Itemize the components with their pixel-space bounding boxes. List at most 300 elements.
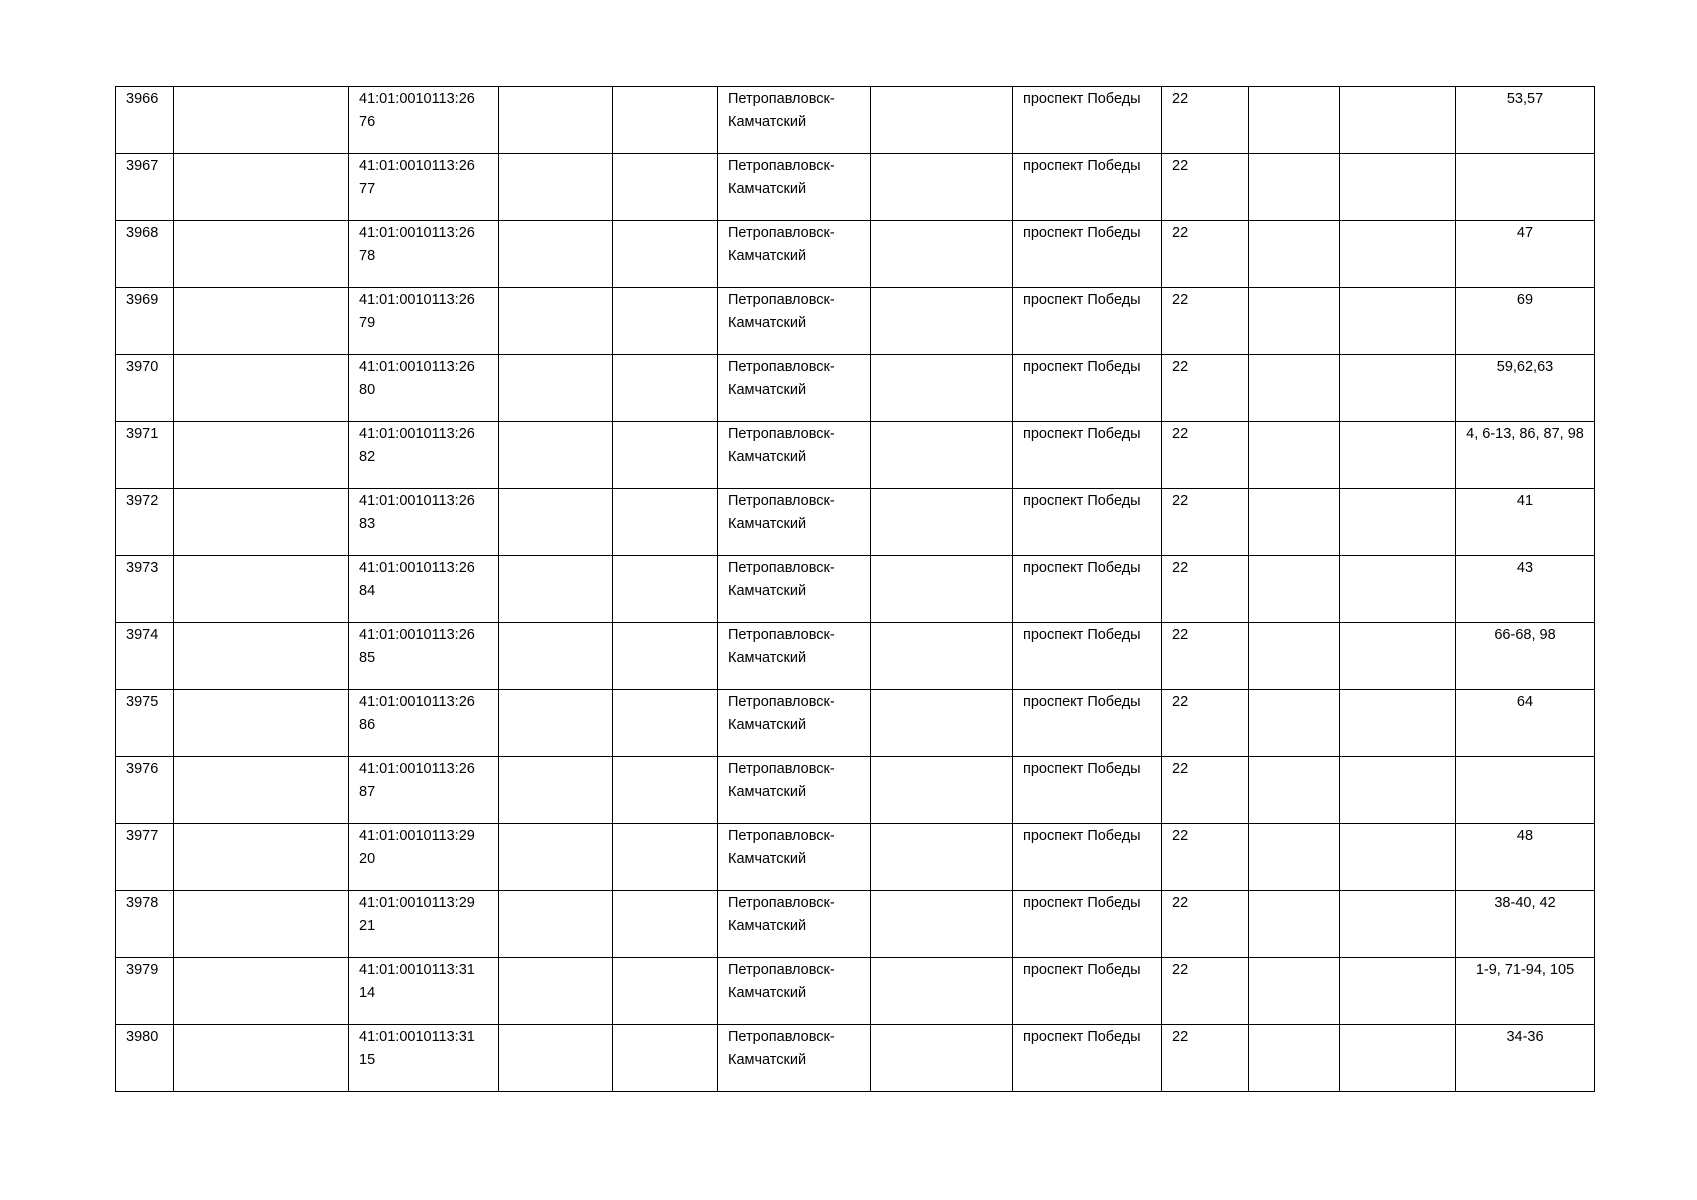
city-cell: [718, 824, 871, 891]
street-name: проспект Победы: [1023, 962, 1141, 978]
cadastral-number-line-1: 41:01:0010113:26: [359, 292, 475, 308]
street-cell: [1013, 221, 1162, 288]
empty-cell: [174, 623, 349, 690]
table-row: [116, 757, 1595, 824]
city-line-1: Петропавловск-: [728, 627, 835, 643]
city-cell: [718, 556, 871, 623]
empty-cell: [174, 556, 349, 623]
apartment-numbers: 4, 6-13, 86, 87, 98: [1466, 426, 1584, 442]
empty-cell: [613, 422, 718, 489]
house-number: 22: [1172, 493, 1189, 509]
record-number-cell: [116, 891, 174, 958]
cadastral-number-cell: [349, 824, 499, 891]
city-line-2: Камчатский: [728, 248, 807, 264]
cadastral-number-line-2: 15: [359, 1052, 376, 1068]
record-number-cell: [116, 221, 174, 288]
cadastral-number-cell: [349, 355, 499, 422]
empty-cell: [1340, 958, 1456, 1025]
empty-cell: [174, 489, 349, 556]
street-cell: [1013, 891, 1162, 958]
house-number: 22: [1172, 895, 1189, 911]
empty-cell: [613, 623, 718, 690]
cadastral-number-line-1: 41:01:0010113:26: [359, 359, 475, 375]
record-number: 3966: [126, 91, 159, 107]
table-row: [116, 355, 1595, 422]
record-number: 3967: [126, 158, 159, 174]
empty-cell: [1340, 556, 1456, 623]
street-cell: [1013, 757, 1162, 824]
empty-cell: [1340, 87, 1456, 154]
city-cell: [718, 891, 871, 958]
empty-cell: [174, 757, 349, 824]
apartment-numbers: 64: [1516, 694, 1534, 710]
cadastral-number-line-2: 79: [359, 315, 376, 331]
city-cell: [718, 221, 871, 288]
house-number: 22: [1172, 761, 1189, 777]
street-cell: [1013, 422, 1162, 489]
record-number-cell: [116, 1025, 174, 1092]
street-name: проспект Победы: [1023, 560, 1141, 576]
city-line-1: Петропавловск-: [728, 91, 835, 107]
city-line-2: Камчатский: [728, 1052, 807, 1068]
apartment-numbers: 41: [1516, 493, 1534, 509]
street-name: проспект Победы: [1023, 828, 1141, 844]
apartments-cell: [1456, 422, 1595, 489]
table-row: [116, 422, 1595, 489]
empty-cell: [1340, 1025, 1456, 1092]
apartments-cell: [1456, 623, 1595, 690]
street-name: проспект Победы: [1023, 1029, 1141, 1045]
street-cell: [1013, 489, 1162, 556]
empty-cell: [1249, 958, 1340, 1025]
house-number-cell: [1162, 690, 1249, 757]
city-line-2: Камчатский: [728, 717, 807, 733]
empty-cell: [1249, 556, 1340, 623]
empty-cell: [1249, 1025, 1340, 1092]
city-line-1: Петропавловск-: [728, 359, 835, 375]
empty-cell: [1249, 824, 1340, 891]
empty-cell: [1249, 422, 1340, 489]
empty-cell: [1249, 489, 1340, 556]
city-line-1: Петропавловск-: [728, 694, 835, 710]
empty-cell: [1249, 690, 1340, 757]
empty-cell: [1340, 355, 1456, 422]
house-number: 22: [1172, 1029, 1189, 1045]
cadastral-number-cell: [349, 556, 499, 623]
street-cell: [1013, 355, 1162, 422]
empty-cell: [613, 355, 718, 422]
empty-cell: [871, 489, 1013, 556]
city-line-1: Петропавловск-: [728, 292, 835, 308]
empty-cell: [613, 489, 718, 556]
city-line-2: Камчатский: [728, 382, 807, 398]
street-cell: [1013, 690, 1162, 757]
table-row: [116, 556, 1595, 623]
apartment-numbers: 43: [1516, 560, 1534, 576]
street-cell: [1013, 824, 1162, 891]
empty-cell: [1340, 288, 1456, 355]
empty-cell: [613, 221, 718, 288]
cadastral-number-cell: [349, 623, 499, 690]
record-number-cell: [116, 355, 174, 422]
city-line-2: Камчатский: [728, 516, 807, 532]
empty-cell: [499, 288, 613, 355]
apartments-cell: [1456, 489, 1595, 556]
empty-cell: [174, 824, 349, 891]
cadastral-number-line-1: 41:01:0010113:29: [359, 828, 475, 844]
cadastral-number-cell: [349, 288, 499, 355]
empty-cell: [499, 623, 613, 690]
house-number: 22: [1172, 560, 1189, 576]
empty-cell: [174, 422, 349, 489]
table-row: [116, 1025, 1595, 1092]
house-number: 22: [1172, 292, 1189, 308]
empty-cell: [871, 891, 1013, 958]
record-number: 3978: [126, 895, 159, 911]
city-cell: [718, 690, 871, 757]
cadastral-number-line-2: 87: [359, 784, 376, 800]
cadastral-number-line-1: 41:01:0010113:26: [359, 426, 475, 442]
record-number-cell: [116, 489, 174, 556]
cadastral-number-line-2: 84: [359, 583, 376, 599]
house-number-cell: [1162, 757, 1249, 824]
empty-cell: [499, 757, 613, 824]
cadastral-number-line-1: 41:01:0010113:26: [359, 493, 475, 509]
empty-cell: [613, 757, 718, 824]
record-number-cell: [116, 757, 174, 824]
house-number-cell: [1162, 221, 1249, 288]
city-line-1: Петропавловск-: [728, 493, 835, 509]
cadastral-number-line-2: 20: [359, 851, 376, 867]
record-number: 3969: [126, 292, 159, 308]
city-line-2: Камчатский: [728, 784, 807, 800]
street-cell: [1013, 154, 1162, 221]
cadastral-number-cell: [349, 757, 499, 824]
empty-cell: [871, 757, 1013, 824]
empty-cell: [1249, 623, 1340, 690]
empty-cell: [499, 690, 613, 757]
city-line-1: Петропавловск-: [728, 962, 835, 978]
cadastral-number-line-2: 85: [359, 650, 376, 666]
empty-cell: [613, 958, 718, 1025]
city-line-2: Камчатский: [728, 583, 807, 599]
house-number-cell: [1162, 958, 1249, 1025]
empty-cell: [871, 87, 1013, 154]
cadastral-number-line-1: 41:01:0010113:26: [359, 225, 475, 241]
cadastral-number-line-2: 80: [359, 382, 376, 398]
city-cell: [718, 355, 871, 422]
city-cell: [718, 958, 871, 1025]
cadastral-number-cell: [349, 422, 499, 489]
cadastral-number-cell: [349, 690, 499, 757]
empty-cell: [174, 221, 349, 288]
empty-cell: [499, 355, 613, 422]
street-name: проспект Победы: [1023, 426, 1141, 442]
table-row: [116, 154, 1595, 221]
table-row: [116, 958, 1595, 1025]
house-number-cell: [1162, 824, 1249, 891]
apartments-cell: [1456, 288, 1595, 355]
house-number-cell: [1162, 154, 1249, 221]
empty-cell: [1249, 355, 1340, 422]
house-number-cell: [1162, 87, 1249, 154]
empty-cell: [1340, 824, 1456, 891]
cadastral-number-line-1: 41:01:0010113:26: [359, 761, 475, 777]
table-row: [116, 489, 1595, 556]
empty-cell: [499, 422, 613, 489]
apartment-numbers: 53,57: [1506, 91, 1544, 107]
empty-cell: [174, 87, 349, 154]
city-line-2: Камчатский: [728, 918, 807, 934]
cadastral-number-line-2: 76: [359, 114, 376, 130]
record-number-cell: [116, 154, 174, 221]
cadastral-number-cell: [349, 87, 499, 154]
apartment-numbers: 59,62,63: [1496, 359, 1554, 375]
empty-cell: [871, 288, 1013, 355]
record-number: 3972: [126, 493, 159, 509]
house-number: 22: [1172, 627, 1189, 643]
cadastral-number-line-2: 77: [359, 181, 376, 197]
record-number: 3979: [126, 962, 159, 978]
empty-cell: [1340, 422, 1456, 489]
empty-cell: [1340, 154, 1456, 221]
table-row: [116, 221, 1595, 288]
table-body: [116, 87, 1595, 1092]
cadastral-number-line-2: 21: [359, 918, 376, 934]
empty-cell: [1249, 221, 1340, 288]
record-number: 3976: [126, 761, 159, 777]
record-number-cell: [116, 824, 174, 891]
city-line-1: Петропавловск-: [728, 225, 835, 241]
street-cell: [1013, 87, 1162, 154]
empty-cell: [499, 154, 613, 221]
apartments-cell: [1456, 824, 1595, 891]
city-cell: [718, 489, 871, 556]
cadastral-number-line-2: 78: [359, 248, 376, 264]
empty-cell: [499, 958, 613, 1025]
empty-cell: [1249, 891, 1340, 958]
city-cell: [718, 623, 871, 690]
city-line-2: Камчатский: [728, 449, 807, 465]
city-cell: [718, 154, 871, 221]
cadastral-number-line-2: 82: [359, 449, 376, 465]
record-number-cell: [116, 690, 174, 757]
registry-table: [115, 86, 1595, 1092]
city-line-2: Камчатский: [728, 181, 807, 197]
empty-cell: [174, 355, 349, 422]
empty-cell: [499, 87, 613, 154]
house-number-cell: [1162, 891, 1249, 958]
house-number: 22: [1172, 225, 1189, 241]
house-number-cell: [1162, 489, 1249, 556]
apartment-numbers: 66-68, 98: [1494, 627, 1556, 643]
apartment-numbers: 34-36: [1506, 1029, 1544, 1045]
house-number-cell: [1162, 1025, 1249, 1092]
table-row: [116, 824, 1595, 891]
empty-cell: [1340, 623, 1456, 690]
street-name: проспект Победы: [1023, 225, 1141, 241]
house-number-cell: [1162, 288, 1249, 355]
empty-cell: [1340, 757, 1456, 824]
apartment-numbers: 1-9, 71-94, 105: [1475, 962, 1575, 978]
cadastral-number-line-1: 41:01:0010113:26: [359, 694, 475, 710]
record-number-cell: [116, 958, 174, 1025]
empty-cell: [613, 556, 718, 623]
empty-cell: [174, 1025, 349, 1092]
street-cell: [1013, 958, 1162, 1025]
empty-cell: [1340, 489, 1456, 556]
city-line-1: Петропавловск-: [728, 828, 835, 844]
city-line-2: Камчатский: [728, 851, 807, 867]
street-name: проспект Победы: [1023, 292, 1141, 308]
apartments-cell: [1456, 355, 1595, 422]
empty-cell: [613, 288, 718, 355]
empty-cell: [174, 690, 349, 757]
house-number: 22: [1172, 359, 1189, 375]
street-name: проспект Победы: [1023, 493, 1141, 509]
record-number-cell: [116, 556, 174, 623]
empty-cell: [613, 690, 718, 757]
empty-cell: [499, 556, 613, 623]
empty-cell: [871, 1025, 1013, 1092]
city-cell: [718, 1025, 871, 1092]
empty-cell: [613, 1025, 718, 1092]
empty-cell: [613, 824, 718, 891]
empty-cell: [871, 958, 1013, 1025]
record-number: 3975: [126, 694, 159, 710]
city-line-1: Петропавловск-: [728, 1029, 835, 1045]
cadastral-number-line-2: 14: [359, 985, 376, 1001]
empty-cell: [499, 891, 613, 958]
empty-cell: [174, 891, 349, 958]
empty-cell: [174, 288, 349, 355]
house-number: 22: [1172, 694, 1189, 710]
empty-cell: [871, 221, 1013, 288]
record-number: 3973: [126, 560, 159, 576]
city-cell: [718, 288, 871, 355]
empty-cell: [613, 87, 718, 154]
cadastral-number-cell: [349, 958, 499, 1025]
apartment-numbers: 69: [1516, 292, 1534, 308]
city-line-1: Петропавловск-: [728, 895, 835, 911]
record-number: 3974: [126, 627, 159, 643]
apartments-cell: [1456, 221, 1595, 288]
cadastral-number-cell: [349, 221, 499, 288]
empty-cell: [871, 690, 1013, 757]
empty-cell: [1249, 288, 1340, 355]
table-row: [116, 690, 1595, 757]
cadastral-number-line-1: 41:01:0010113:26: [359, 627, 475, 643]
city-line-2: Камчатский: [728, 315, 807, 331]
record-number: 3971: [126, 426, 159, 442]
street-cell: [1013, 1025, 1162, 1092]
empty-cell: [499, 1025, 613, 1092]
cadastral-number-line-1: 41:01:0010113:26: [359, 560, 475, 576]
cadastral-number-line-1: 41:01:0010113:31: [359, 1029, 475, 1045]
record-number-cell: [116, 623, 174, 690]
apartments-cell: [1456, 1025, 1595, 1092]
apartments-cell: [1456, 958, 1595, 1025]
apartment-numbers: 47: [1516, 225, 1534, 241]
empty-cell: [871, 824, 1013, 891]
house-number-cell: [1162, 422, 1249, 489]
empty-cell: [499, 221, 613, 288]
empty-cell: [174, 958, 349, 1025]
record-number: 3977: [126, 828, 159, 844]
street-cell: [1013, 623, 1162, 690]
city-line-2: Камчатский: [728, 985, 807, 1001]
city-line-2: Камчатский: [728, 114, 807, 130]
city-cell: [718, 757, 871, 824]
empty-cell: [499, 489, 613, 556]
empty-cell: [613, 154, 718, 221]
empty-cell: [871, 556, 1013, 623]
city-line-1: Петропавловск-: [728, 761, 835, 777]
street-name: проспект Победы: [1023, 91, 1141, 107]
city-line-1: Петропавловск-: [728, 426, 835, 442]
record-number-cell: [116, 87, 174, 154]
street-name: проспект Победы: [1023, 761, 1141, 777]
cadastral-number-line-1: 41:01:0010113:26: [359, 158, 475, 174]
apartments-cell: [1456, 690, 1595, 757]
record-number-cell: [116, 422, 174, 489]
street-cell: [1013, 556, 1162, 623]
city-line-2: Камчатский: [728, 650, 807, 666]
empty-cell: [1249, 87, 1340, 154]
house-number: 22: [1172, 828, 1189, 844]
record-number: 3970: [126, 359, 159, 375]
apartments-cell: [1456, 154, 1595, 221]
house-number-cell: [1162, 556, 1249, 623]
apartment-numbers: 38-40, 42: [1494, 895, 1556, 911]
cadastral-number-cell: [349, 489, 499, 556]
record-number-cell: [116, 288, 174, 355]
street-name: проспект Победы: [1023, 359, 1141, 375]
empty-cell: [174, 154, 349, 221]
record-number: 3968: [126, 225, 159, 241]
cadastral-number-line-1: 41:01:0010113:26: [359, 91, 475, 107]
table-row: [116, 288, 1595, 355]
house-number-cell: [1162, 623, 1249, 690]
city-line-1: Петропавловск-: [728, 158, 835, 174]
cadastral-number-line-2: 86: [359, 717, 376, 733]
house-number: 22: [1172, 158, 1189, 174]
cadastral-number-line-1: 41:01:0010113:31: [359, 962, 475, 978]
street-name: проспект Победы: [1023, 627, 1141, 643]
table-row: [116, 87, 1595, 154]
empty-cell: [871, 355, 1013, 422]
empty-cell: [871, 623, 1013, 690]
empty-cell: [1340, 891, 1456, 958]
cadastral-number-cell: [349, 154, 499, 221]
empty-cell: [871, 422, 1013, 489]
empty-cell: [1249, 154, 1340, 221]
cadastral-number-cell: [349, 891, 499, 958]
empty-cell: [871, 154, 1013, 221]
apartment-numbers: 48: [1516, 828, 1534, 844]
house-number-cell: [1162, 355, 1249, 422]
empty-cell: [613, 891, 718, 958]
apartments-cell: [1456, 891, 1595, 958]
city-line-1: Петропавловск-: [728, 560, 835, 576]
cadastral-number-line-1: 41:01:0010113:29: [359, 895, 475, 911]
empty-cell: [1340, 221, 1456, 288]
apartments-cell: [1456, 556, 1595, 623]
city-cell: [718, 422, 871, 489]
house-number: 22: [1172, 426, 1189, 442]
record-number: 3980: [126, 1029, 159, 1045]
cadastral-number-line-2: 83: [359, 516, 376, 532]
